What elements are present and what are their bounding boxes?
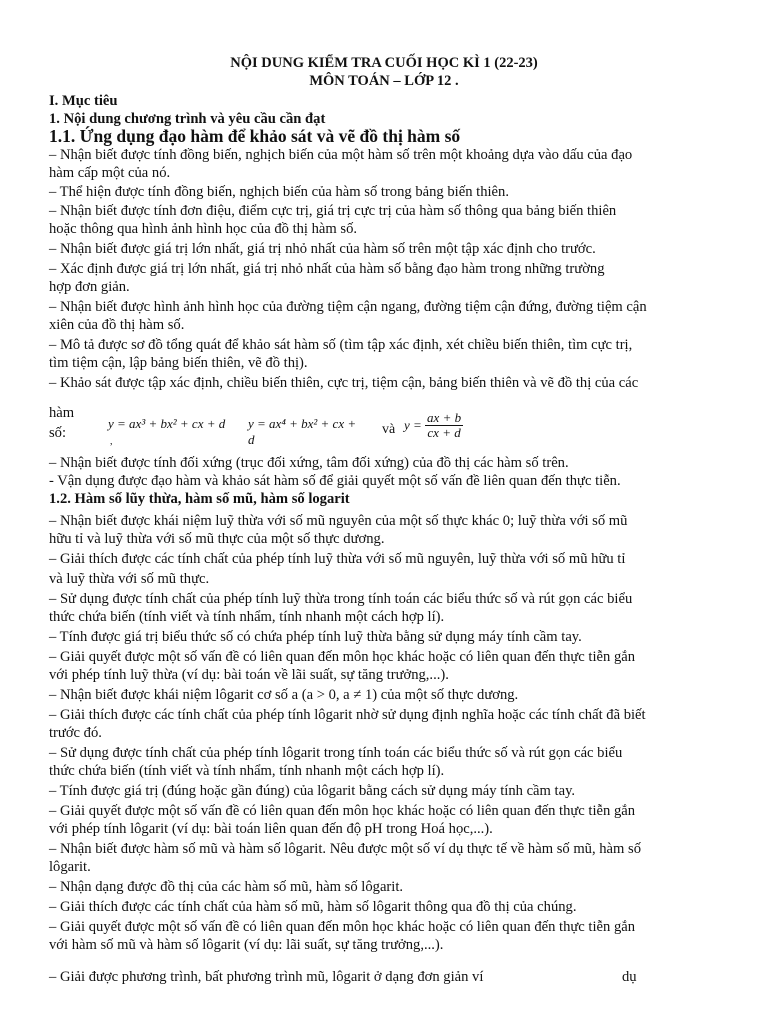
text-line: hợp đơn giản. (49, 279, 130, 295)
heading-muc-tieu: I. Mục tiêu (49, 93, 118, 109)
text-line: hàm cấp một của nó. (49, 165, 171, 181)
text-line: hoặc thông qua hình ảnh hình học của đồ thị hàm số. (49, 221, 358, 237)
text-line: – Giải quyết được một số vấn đề có liên quan đến môn học khác hoặc có liên quan đến thực tiễn gắn (49, 649, 636, 665)
fraction-denominator: cx + d (427, 425, 461, 440)
text-line: tìm tiệm cận, lập bảng biến thiên, vẽ đồ thị). (49, 355, 308, 371)
heading-section-1-1: 1.1. Ứng dụng đạo hàm để khảo sát và vẽ đồ thị hàm số (49, 126, 461, 146)
text-line: – Nhận biết được hàm số mũ và hàm số lôgarit. Nêu được một số ví dụ thực tế về hàm số mũ, hàm số (49, 841, 642, 857)
text-line: – Mô tả được sơ đồ tổng quát để khảo sát hàm số (tìm tập xác định, xét chiều biến thiên, tìm cực trị, (49, 337, 633, 353)
text-line: – Thể hiện được tính đồng biến, nghịch biến của hàm số trong bảng biến thiên. (49, 184, 509, 200)
formula-comma: , (110, 436, 113, 447)
formula-quartic: y = ax⁴ + bx² + cx + (248, 416, 357, 431)
text-line: – Giải quyết được một số vấn đề có liên quan đến môn học khác hoặc có liên quan đến thực tiễn gắn (49, 803, 636, 819)
text-line: – Giải thích được các tính chất của hàm số mũ, hàm số lôgarit thông qua đồ thị của chúng. (49, 899, 577, 915)
formula-rational: y = $\frac{ax + b}{cx + d}$ (404, 410, 462, 440)
text-line: – Tính được giá trị biểu thức số có chứa phép tính luỹ thừa bằng sử dụng máy tính cầm tay. (49, 629, 582, 645)
formula-cubic: y = ax³ + bx² + cx + d (108, 416, 226, 431)
text-line: – Giải thích được các tính chất của phép tính luỹ thừa với số mũ nguyên, luỹ thừa với số mũ hữu tỉ (49, 551, 626, 567)
text-line: thức chứa biến (tính viết và tính nhẩm, tính nhanh một cách hợp lí). (49, 763, 445, 779)
document-title: NỘI DUNG KIỂM TRA CUỐI HỌC KÌ 1 (22-23) (230, 55, 538, 71)
text-line: – Giải được phương trình, bất phương trình mũ, lôgarit ở dạng đơn giản ví (49, 969, 484, 985)
text-line: xiên của đồ thị hàm số. (49, 317, 185, 333)
text-line: – Xác định được giá trị lớn nhất, giá trị nhỏ nhất của hàm số bằng đạo hàm trong những trường (49, 261, 605, 277)
text-line: với phép tính luỹ thừa (ví dụ: bài toán về lãi suất, sự tăng trưởng,...). (49, 667, 449, 683)
fraction-numerator: ax + b (427, 410, 462, 425)
text-line: và luỹ thừa với số mũ thực. (49, 571, 210, 587)
text-line: – Nhận dạng được đồ thị của các hàm số mũ, hàm số lôgarit. (49, 879, 404, 895)
text-line-continuation: dụ (622, 969, 637, 985)
text-line: với hàm số mũ và hàm số lôgarit (ví dụ: lãi suất, sự tăng trưởng,...). (49, 937, 444, 953)
text-line: lôgarit. (49, 859, 91, 875)
text-line: – Nhận biết được hình ảnh hình học của đường tiệm cận ngang, đường tiệm cận đứng, đường tiệm cận (49, 299, 647, 315)
heading-section-1-2: 1.2. Hàm số lũy thừa, hàm số mũ, hàm số logarit (49, 491, 350, 507)
text-line: – Giải thích được các tính chất của phép tính lôgarit nhờ sử dụng định nghĩa hoặc các tính chất đã biết (49, 707, 646, 723)
text-line: số: (49, 425, 67, 441)
text-line: – Nhận biết được khái niệm lôgarit cơ số a (a > 0, a ≠ 1) của một số thực dương. (49, 687, 519, 703)
text-line: trước đó. (49, 725, 102, 741)
text-line: – Nhận biết được giá trị lớn nhất, giá trị nhỏ nhất của hàm số trên một tập xác định cho trước. (49, 241, 596, 257)
heading-noi-dung: 1. Nội dung chương trình và yêu cầu cần đạt (49, 111, 326, 127)
text-line: hữu tỉ và luỹ thừa với số mũ thực của một số thực dương. (49, 531, 385, 547)
formula-and: và (382, 422, 396, 437)
text-line: – Sử dụng được tính chất của phép tính luỹ thừa trong tính toán các biểu thức số và rút gọn các biểu (49, 591, 633, 607)
text-line: – Tính được giá trị (đúng hoặc gần đúng) của lôgarit bằng cách sử dụng máy tính cầm tay. (49, 783, 576, 799)
text-line: thức chứa biến (tính viết và tính nhẩm, tính nhanh một cách hợp lí). (49, 609, 445, 625)
text-line: – Giải quyết được một số vấn đề có liên quan đến môn học khác hoặc có liên quan đến thực tiễn gắn (49, 919, 636, 935)
formula-quartic-d: d (248, 432, 255, 447)
text-line: – Nhận biết được tính đồng biến, nghịch biến của một hàm số trên một khoảng dựa vào dấu của đạo (49, 147, 633, 163)
text-line: với phép tính lôgarit (ví dụ: bài toán liên quan đến độ pH trong Hoá học,...). (49, 821, 493, 837)
document-subtitle: MÔN TOÁN – LỚP 12 . (309, 73, 459, 89)
text-line: - Vận dụng được đạo hàm và khảo sát hàm số để giải quyết một số vấn đề liên quan đến thực tiễn. (49, 473, 621, 489)
text-line: – Nhận biết được khái niệm luỹ thừa với số mũ nguyên của một số thực khác 0; luỹ thừa với số mũ (49, 513, 628, 529)
text-line: – Nhận biết được tính đơn điệu, điểm cực trị, giá trị cực trị của hàm số thông qua bảng biến thiên (49, 203, 617, 219)
fraction (425, 411, 463, 440)
text-line: – Nhận biết được tính đối xứng (trục đối xứng, tâm đối xứng) của đồ thị các hàm số trên. (49, 455, 569, 471)
text-line: – Khảo sát được tập xác định, chiều biến thiên, cực trị, tiệm cận, bảng biến thiên và vẽ đồ thị của các (49, 375, 639, 391)
text-line: hàm (49, 405, 75, 421)
text-line: – Sử dụng được tính chất của phép tính lôgarit trong tính toán các biểu thức số và rút gọn các biểu (49, 745, 623, 761)
